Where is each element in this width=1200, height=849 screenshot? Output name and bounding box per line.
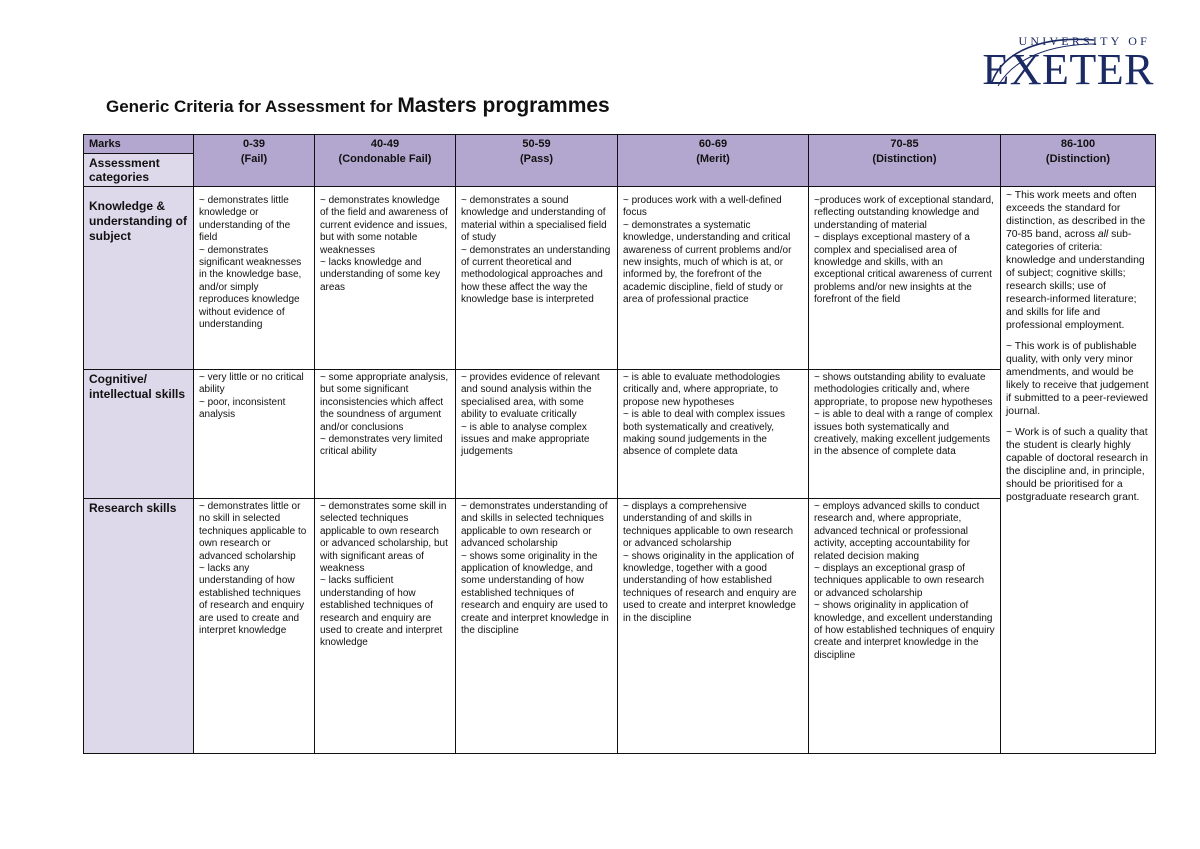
category-research: Research skills — [84, 499, 194, 754]
col-header-40-49: 40-49 (Condonable Fail) — [315, 135, 456, 187]
criteria-cell — [618, 187, 809, 370]
col-header-86-100: 86-100 (Distinction) — [1001, 135, 1156, 187]
criteria-text: ~ is able to evaluate methodologies critically and, where appropriate, to propose new hypotheses ~ is able to deal with complex issues both systematically and creatively, making sound judgements in the absence of complete data — [623, 372, 786, 458]
category-knowledge: Knowledge & understanding of subject — [84, 187, 194, 370]
top-band-cell — [1001, 187, 1156, 754]
criteria-text: ~ shows outstanding ability to evaluate methodologies critically and, where appropriate, to propose new hypotheses ~ is able to deal with a range of complex issues both systematically and creatively, making excellent judgements in the absence of complete data — [814, 372, 993, 458]
title-part-1: Generic Criteria for Assessment for — [106, 97, 398, 116]
criteria-cell — [456, 499, 618, 754]
criteria-cell — [315, 187, 456, 370]
criteria-cell — [315, 370, 456, 499]
criteria-text: ~ demonstrates understanding of and skills in selected techniques applicable to own research or advanced scholarship ~ shows some originality in the application of knowledge, and some understanding of how established techniques of research and enquiry are used to create and interpret knowledge in the discipline — [461, 501, 609, 637]
criteria-table — [83, 134, 1156, 754]
criteria-text: ~ very little or no critical ability ~ poor, inconsistent analysis — [199, 372, 304, 421]
title-part-2: Masters programmes — [397, 94, 610, 117]
criteria-text: ~ demonstrates a sound knowledge and understanding of material within a specialised field of study ~ demonstrates an understanding of current theoretical and methodological approaches and how these affect the way the knowledge base is interpreted — [461, 195, 611, 306]
top-band-para-3: ~ Work is of such a quality that the student is clearly highly capable of doctoral research in the discipline and, in principle, should be prioritised for a postgraduate research grant. — [1006, 427, 1149, 503]
criteria-text: ~ employs advanced skills to conduct research and, where appropriate, advanced technical or professional activity, accepting accountability for related decision making ~ displays an exceptional grasp of techniques applicable to own research or advanced scholarship ~ shows originality in application of knowledge, and excellent understanding of how established techniques of enquiry create and interpret knowledge in the discipline — [814, 501, 995, 661]
criteria-cell — [618, 499, 809, 754]
col-header-50-59: 50-59 (Pass) — [456, 135, 618, 187]
criteria-text: ~ demonstrates little knowledge or understanding of the field ~ demonstrates significant weaknesses in the knowledge base, and/or simply reproduces knowledge without evidence of understanding — [199, 195, 302, 331]
page-title — [106, 94, 610, 118]
top-band-para-2: ~ This work is of publishable quality, with only very minor amendments, and would be likely to receive that judgement if submitted to a peer-reviewed journal. — [1006, 341, 1149, 417]
criteria-cell — [194, 370, 315, 499]
criteria-text: ~ some appropriate analysis, but some significant inconsistencies which affect the soundness of argument and/or conclusions ~ demonstrates very limited critical ability — [320, 372, 449, 458]
criteria-cell — [809, 499, 1001, 754]
criteria-text: ~ demonstrates little or no skill in selected techniques applicable to own research or advanced scholarship ~ lacks any understanding of how established techniques of research and enquiry are used to create and interpret knowledge — [199, 501, 307, 637]
criteria-cell — [456, 370, 618, 499]
university-logo — [984, 30, 1154, 92]
category-cognitive: Cognitive/ intellectual skills — [84, 370, 194, 499]
logo-exeter: EXETER — [982, 45, 1154, 94]
criteria-cell — [194, 187, 315, 370]
logo-university-of: UNIVERSITY OF — [1018, 34, 1150, 48]
col-header-0-39: 0-39 (Fail) — [194, 135, 315, 187]
criteria-text: ~ demonstrates knowledge of the field and awareness of current evidence and issues, but with some notable weaknesses ~ lacks knowledge and understanding of some key areas — [320, 195, 448, 293]
top-band-para-1: ~ This work meets and often exceeds the standard for distinction, as described in the 70-85 band, across all sub-categories of criteria: knowledge and understanding of subject; cognitive skills; research skills; use of research-informed literature; and skills for life and professional employment. — [1006, 190, 1146, 331]
criteria-cell — [809, 187, 1001, 370]
criteria-text: ~produces work of exceptional standard, reflecting outstanding knowledge and understanding of material ~ displays exceptional mastery of a complex and specialised area of knowledge and skills, with an exceptional critical awareness of current problems and/or new insights at the forefront of the field — [814, 195, 994, 306]
criteria-cell — [315, 499, 456, 754]
marks-label: Marks — [84, 135, 194, 154]
criteria-cell — [809, 370, 1001, 499]
criteria-text: ~ provides evidence of relevant and sound analysis within the specialised area, with some ability to evaluate critically ~ is able to analyse complex issues and make appropriate judgements — [461, 372, 600, 458]
criteria-text: ~ displays a comprehensive understanding of and skills in techniques applicable to own research or advanced scholarship ~ shows originality in the application of knowledge, together with a good understanding of how established techniques of research and enquiry are used to create and interpret knowledge in the discipline — [623, 501, 797, 624]
criteria-text: ~ demonstrates some skill in selected techniques applicable to own research or advanced scholarship, but with significant areas of weakness ~ lacks sufficient understanding of how established techniques of research and enquiry are used to create and interpret knowledge — [320, 501, 448, 649]
criteria-text: ~ produces work with a well-defined focus ~ demonstrates a systematic knowledge, understanding and critical awareness of current problems and/or new insights, much of which is at, or informed by, the forefront of the academic discipline, field of study or area of professional practice — [623, 195, 792, 306]
col-header-70-85: 70-85 (Distinction) — [809, 135, 1001, 187]
assessment-categories-label: Assessment categories — [84, 154, 194, 187]
criteria-cell — [618, 370, 809, 499]
criteria-cell — [456, 187, 618, 370]
col-header-60-69: 60-69 (Merit) — [618, 135, 809, 187]
criteria-cell — [194, 499, 315, 754]
